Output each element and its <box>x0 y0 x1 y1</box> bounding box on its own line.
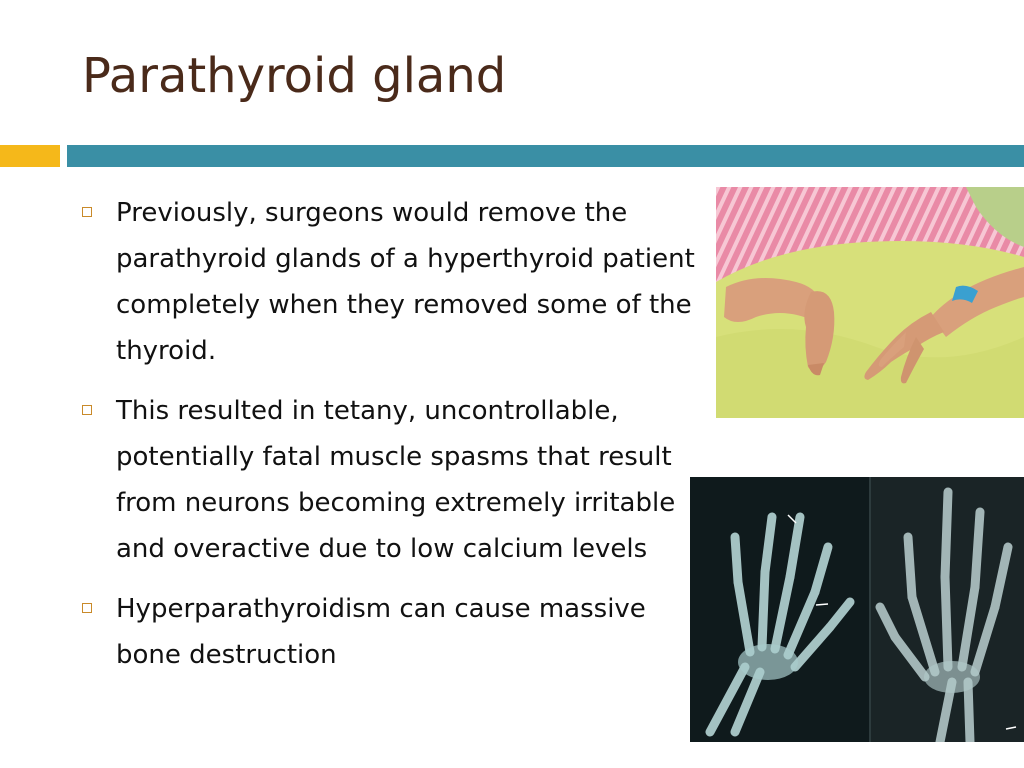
slide-title: Parathyroid gland <box>82 48 507 104</box>
bullet-item <box>82 190 702 374</box>
tetany-hands-photo <box>716 187 1024 418</box>
bullet-text: This resulted in tetany, uncontrollable, potentially fatal muscle spasms that result from neurons becoming extremely irritable and overactive due to low calcium levels <box>116 396 676 564</box>
bullet-text: Previously, surgeons would remove the parathyroid glands of a hyperthyroid patient completely when they removed some of the thyroid. <box>116 198 695 366</box>
bullet-list <box>82 190 702 692</box>
square-bullet-icon <box>82 603 92 613</box>
square-bullet-icon <box>82 207 92 217</box>
hand-xray-image <box>690 477 1024 742</box>
bullet-item <box>82 388 702 572</box>
bullet-text: Hyperparathyroidism can cause massive bone destruction <box>116 594 646 670</box>
accent-bar <box>67 145 1024 167</box>
bullet-item <box>82 586 702 678</box>
square-bullet-icon <box>82 405 92 415</box>
accent-block <box>0 145 60 167</box>
